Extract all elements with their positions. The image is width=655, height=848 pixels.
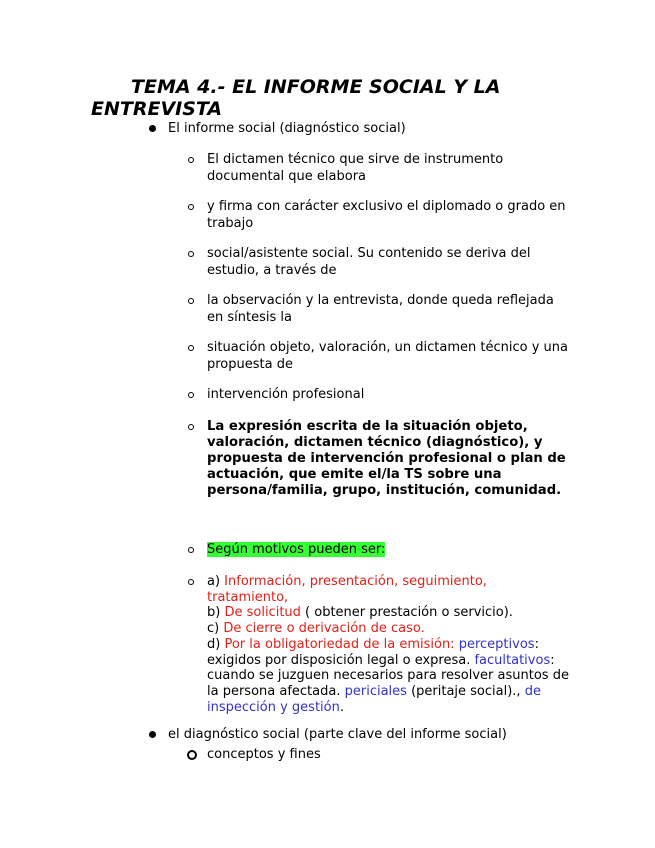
sub-list-item-text: la observación y la entrevista, donde queda reflejada en síntesis la	[207, 293, 554, 325]
sub-list-item	[207, 747, 569, 764]
sub-list-item-text: situación objeto, valoración, un dictamen técnico y una propuesta de	[207, 340, 568, 372]
sub-list-item	[207, 152, 569, 185]
facultativos-desc: cuando se juzguen necesarios para resolver asuntos de la persona afectada.	[207, 668, 569, 699]
type-d-prefix: d)	[207, 636, 225, 652]
definition-text: La expresión escrita de la situación objeto, valoración, dictamen técnico (diagnóstico), y propuesta de intervención profesional o plan de actuación, que emite el/la TS sobre una persona/familia, grupo, institución, comunidad.	[207, 419, 566, 498]
type-d-label: Por la obligatoriedad de la emisión:	[224, 636, 455, 652]
perceptivos-desc: exigidos por disposición legal o expresa.	[207, 652, 475, 668]
type-a-prefix: a)	[207, 574, 225, 589]
sub-list-item	[207, 293, 569, 326]
bullet-icon	[149, 731, 156, 738]
colon: :	[550, 652, 555, 668]
circle-bullet-icon	[188, 345, 194, 351]
type-b-desc: ( obtener prestación o servicio).	[300, 605, 513, 621]
circle-bullet-icon	[188, 298, 194, 304]
inspeccion-label: de inspección y gestión	[207, 683, 541, 715]
type-a-text: Información, presentación, seguimiento, tratamiento,	[207, 574, 487, 605]
sub-list-item-text: El dictamen técnico que sirve de instrumento documental que elabora	[207, 152, 504, 184]
type-c-label: De cierre o derivación de caso.	[223, 621, 425, 637]
highlighted-text: Según motivos pueden ser:	[207, 542, 386, 557]
document-title: TEMA 4.- EL INFORME SOCIAL Y LA ENTREVISTA	[91, 76, 501, 120]
sub-list-item-text: intervención profesional	[207, 387, 365, 402]
periciales-label: periciales	[344, 683, 407, 699]
sub-list-item	[207, 199, 569, 232]
circle-bullet-icon	[188, 424, 194, 430]
report-types-item	[207, 574, 569, 715]
end-period: .	[339, 699, 344, 715]
sub-list-item	[207, 340, 569, 373]
sub-list-item	[207, 246, 569, 279]
circle-bullet-icon	[188, 251, 194, 257]
type-b-prefix: b)	[207, 605, 225, 621]
perceptivos-label: perceptivos	[458, 636, 535, 652]
circle-bullet-icon	[188, 157, 194, 163]
facultativos-label: facultativos	[474, 652, 551, 668]
circle-bullet-icon	[188, 204, 194, 210]
type-b-label: De solicitud	[224, 605, 301, 621]
sub-list-item-text: social/asistente social. Su contenido se deriva del estudio, a través de	[207, 246, 531, 278]
circle-bullet-icon	[188, 547, 194, 553]
periciales-desc: (peritaje social).,	[406, 683, 525, 699]
sub-list-item-text: conceptos y fines	[207, 747, 321, 762]
bullet-icon	[149, 125, 156, 132]
circle-bullet-icon	[188, 579, 194, 585]
sub-list-item-text: y firma con carácter exclusivo el diplomado o grado en trabajo	[207, 199, 566, 231]
circle-bullet-icon	[187, 750, 197, 760]
colon: :	[534, 636, 539, 652]
type-c-prefix: c)	[207, 621, 224, 637]
list-item-label: el diagnóstico social (parte clave del informe social)	[168, 727, 507, 742]
list-item-label: El informe social (diagnóstico social)	[168, 121, 406, 136]
list-item-informe-social	[168, 121, 406, 137]
definition-item	[207, 419, 569, 499]
motives-item	[207, 542, 569, 559]
list-item-diagnostico-social	[168, 727, 507, 743]
sub-list-item	[207, 387, 569, 404]
circle-bullet-icon	[188, 392, 194, 398]
